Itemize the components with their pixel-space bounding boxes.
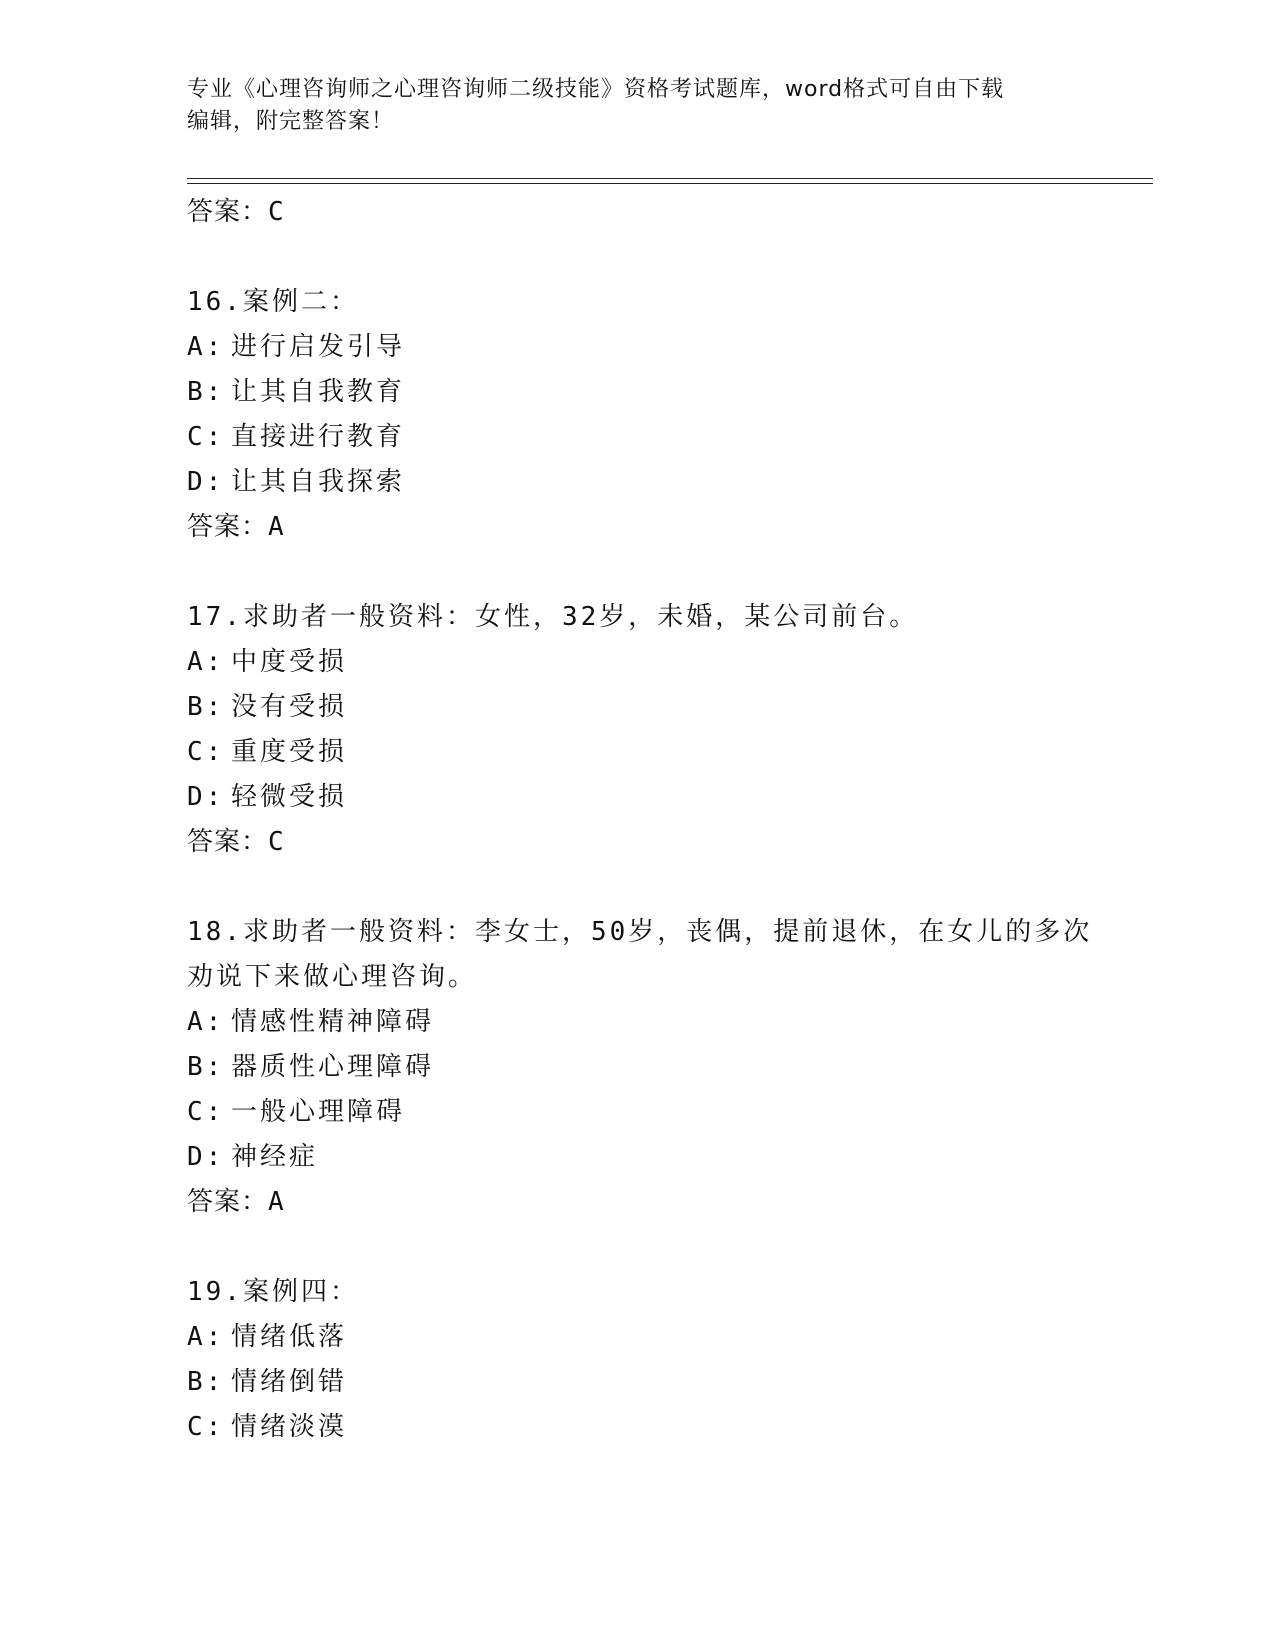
option-text: 情感性精神障碍 xyxy=(231,1007,435,1037)
option-text: 没有受损 xyxy=(231,692,348,722)
answer-line xyxy=(187,505,1107,550)
option-label: A: xyxy=(187,647,225,677)
header-divider-bottom xyxy=(187,183,1153,184)
document-header xyxy=(187,74,1087,138)
option-text: 一般心理障碍 xyxy=(231,1097,406,1127)
question-block xyxy=(187,595,1107,865)
option-label: B: xyxy=(187,377,225,407)
answer-value: A xyxy=(268,1187,285,1217)
answer-line xyxy=(187,820,1107,865)
answer-label: 答案： xyxy=(187,1187,269,1217)
option-b xyxy=(187,1045,1107,1090)
option-text: 直接进行教育 xyxy=(231,422,406,452)
option-label: B: xyxy=(187,1052,225,1082)
option-label: C: xyxy=(187,1412,225,1442)
option-d xyxy=(187,460,1107,505)
option-d xyxy=(187,775,1107,820)
header-line-1: 专业《心理咨询师之心理咨询师二级技能》资格考试题库，word格式可自由下载 xyxy=(187,77,1005,102)
answer-line xyxy=(187,190,1107,235)
question-block xyxy=(187,1270,1107,1450)
option-c xyxy=(187,415,1107,460)
answer-label: 答案： xyxy=(187,197,269,227)
option-text: 情绪淡漠 xyxy=(231,1412,348,1442)
option-label: D: xyxy=(187,1142,225,1172)
option-a xyxy=(187,325,1107,370)
option-label: C: xyxy=(187,737,225,767)
question-block xyxy=(187,910,1107,1225)
option-text: 情绪低落 xyxy=(231,1322,348,1352)
question-list xyxy=(187,190,1107,1450)
spacer xyxy=(187,865,1107,910)
option-text: 让其自我教育 xyxy=(231,377,406,407)
option-b xyxy=(187,1360,1107,1405)
option-text: 让其自我探索 xyxy=(231,467,406,497)
option-label: A: xyxy=(187,332,225,362)
option-label: C: xyxy=(187,1097,225,1127)
answer-line xyxy=(187,1180,1107,1225)
answer-value: C xyxy=(268,827,285,857)
option-label: D: xyxy=(187,467,225,497)
option-c xyxy=(187,1090,1107,1135)
option-text: 神经症 xyxy=(231,1142,319,1172)
spacer xyxy=(187,1225,1107,1270)
spacer xyxy=(187,550,1107,595)
option-d xyxy=(187,1135,1107,1180)
option-a xyxy=(187,1315,1107,1360)
question-text: 16.案例二： xyxy=(187,287,359,317)
option-c xyxy=(187,1405,1107,1450)
question-text-line-2: 劝说下来做心理咨询。 xyxy=(187,962,478,992)
option-text: 器质性心理障碍 xyxy=(231,1052,435,1082)
option-label: A: xyxy=(187,1007,225,1037)
option-b xyxy=(187,370,1107,415)
question-text: 19.案例四： xyxy=(187,1277,359,1307)
header-line-2: 编辑，附完整答案！ xyxy=(187,109,395,134)
answer-value: C xyxy=(268,197,285,227)
option-b xyxy=(187,685,1107,730)
answer-label: 答案： xyxy=(187,512,269,542)
option-text: 重度受损 xyxy=(231,737,348,767)
option-a xyxy=(187,640,1107,685)
option-text: 情绪倒错 xyxy=(231,1367,348,1397)
option-label: B: xyxy=(187,692,225,722)
header-divider-top xyxy=(187,178,1153,179)
option-a xyxy=(187,1000,1107,1045)
answer-value: A xyxy=(268,512,285,542)
option-label: B: xyxy=(187,1367,225,1397)
option-label: D: xyxy=(187,782,225,812)
answer-label: 答案： xyxy=(187,827,269,857)
question-text: 17.求助者一般资料：女性，32岁，未婚，某公司前台。 xyxy=(187,602,919,632)
option-label: C: xyxy=(187,422,225,452)
option-label: A: xyxy=(187,1322,225,1352)
question-block xyxy=(187,280,1107,550)
spacer xyxy=(187,235,1107,280)
question-text-line-1: 18.求助者一般资料：李女士，50岁，丧偶，提前退休，在女儿的多次 xyxy=(187,917,1093,947)
option-text: 轻微受损 xyxy=(231,782,348,812)
option-text: 进行启发引导 xyxy=(231,332,406,362)
option-c xyxy=(187,730,1107,775)
option-text: 中度受损 xyxy=(231,647,348,677)
